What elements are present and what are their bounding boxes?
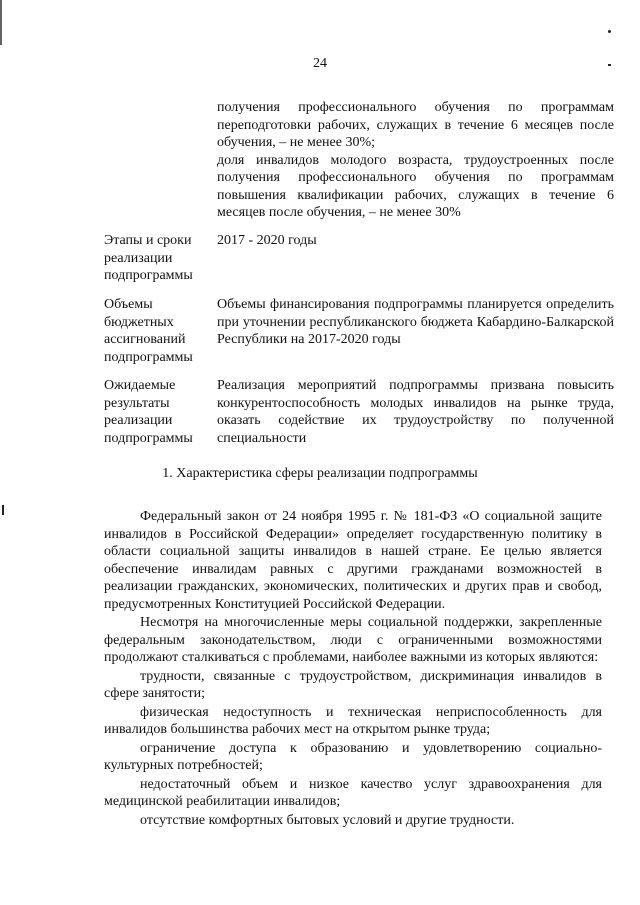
scan-mark [2, 505, 4, 515]
paragraph: физическая недоступность и техническая неприспособленность для инвалидов большинства рабочих мест на открытом рынке труда; [104, 704, 602, 737]
passport-label: Объемы бюджетных ассигнований подпрограммы [104, 297, 193, 365]
paragraph: ограничение доступа к образованию и удовлетворению социально-культурных потребностей; [104, 740, 602, 773]
paragraph: Федеральный закон от 24 ноября 1995 г. № 181-ФЗ «О социальной защите инвалидов в Российской Федерации» определяет государственную политику в области социальной защиты инвалидов в нашей стране. Ее целью является обеспечение инвалидам равных с другими гражданами возможностей в реализации гражданских, экономических, политических и других прав и свобод, предусмотренных Конституцией Российской Федерации. [104, 509, 602, 612]
continuation-text: доля инвалидов молодого возраста, трудоустроенных после получения профессионального обучения по программам повышения квалификации рабочих, служащих в течение 6 месяцев после обучения, – не менее 30% [217, 152, 614, 220]
passport-value: Объемы финансирования подпрограммы планируется определить при уточнении республиканского бюджета Кабардино-Балкарской Республики на 2017-2020 годы [217, 297, 614, 347]
passport-label: Ожидаемые результаты реализации подпрограммы [104, 378, 193, 446]
passport-label: Этапы и сроки реализации подпрограммы [104, 233, 193, 283]
paragraph: трудности, связанные с трудоустройством, дискриминация инвалидов в сфере занятости; [104, 668, 602, 701]
scan-mark [608, 30, 611, 33]
section-heading: 1. Характеристика сферы реализации подпрограммы [162, 466, 478, 481]
paragraph: Несмотря на многочисленные меры социальной поддержки, закрепленные федеральным законодательством, люди с ограниченными возможностями продолжают сталкиваться с проблемами, наиболее важными из которых являются: [104, 615, 602, 665]
paragraph: недостаточный объем и низкое качество услуг здравоохранения для медицинской реабилитации инвалидов; [104, 776, 602, 809]
page-number: 24 [313, 56, 327, 71]
continuation-text: получения профессионального обучения по программам переподготовки рабочих, служащих в течение 6 месяцев после обучения, – не менее 30%; [217, 100, 614, 150]
passport-value: 2017 - 2020 годы [217, 233, 317, 248]
passport-continuation [217, 99, 614, 222]
scan-margin-line [0, 0, 2, 45]
paragraph: отсутствие комфортных бытовых условий и другие трудности. [140, 812, 515, 828]
passport-value: Реализация мероприятий подпрограммы призвана повысить конкурентоспособность молодых инвалидов на рынке труда, оказать содействие их трудоустройству по полученной специальности [217, 378, 614, 446]
section-body [104, 508, 602, 829]
